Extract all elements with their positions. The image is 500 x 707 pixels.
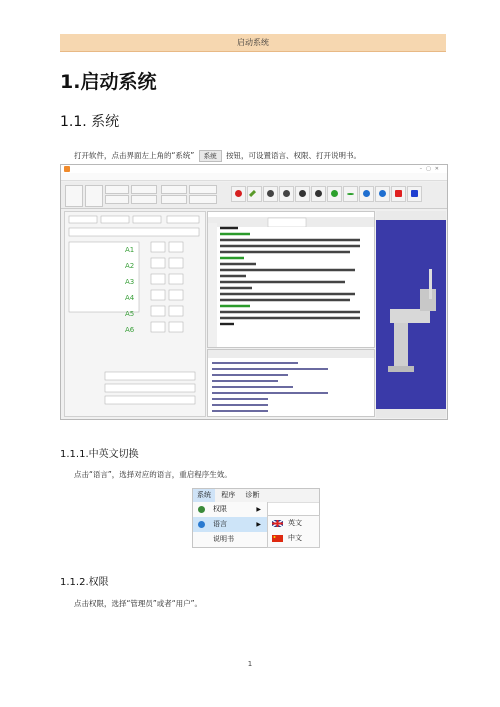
submenu-item-label: 中文	[288, 534, 302, 542]
robot-model-icon	[376, 211, 446, 411]
paragraph-system	[74, 150, 361, 162]
paragraph-permission: 点击权限，选择“管理员”或者“用户”。	[74, 599, 203, 608]
menu-program[interactable]: 程序	[221, 491, 236, 499]
app-statusbar	[376, 409, 446, 418]
stop-icon	[391, 186, 406, 202]
menu-item-label: 权限	[213, 505, 227, 513]
menu-item-manual[interactable]	[193, 532, 267, 547]
jog-panel	[64, 211, 206, 417]
system-dropdown	[193, 502, 268, 547]
header-title: 启动系统	[237, 38, 269, 47]
target-icon	[311, 186, 326, 202]
3d-view	[376, 211, 446, 415]
check-icon	[247, 186, 262, 202]
log-lines	[208, 350, 374, 416]
app-menubar	[61, 173, 447, 181]
stop-icon	[407, 186, 422, 202]
user-icon	[198, 506, 205, 513]
app-titlebar	[61, 165, 447, 173]
system-button-inline: 系统	[199, 150, 222, 162]
gear-icon	[279, 186, 294, 202]
app-logo-icon	[64, 166, 70, 172]
gear-icon	[263, 186, 278, 202]
svg-text:A1: A1	[125, 246, 135, 254]
menu-item-permission[interactable]	[193, 502, 267, 517]
menu-item-label: 说明书	[213, 535, 234, 543]
toolbar-small-button	[131, 185, 157, 194]
toolbar-select	[161, 185, 187, 194]
toolbar-small-button	[105, 195, 129, 204]
heading-2: 1.1. 系统	[60, 114, 120, 130]
toolbar-select	[189, 185, 217, 194]
svg-text:A6: A6	[125, 326, 135, 334]
chevron-right-icon: ▶	[256, 506, 261, 513]
menu-system[interactable]: 系统	[193, 489, 215, 502]
svg-text:A5: A5	[125, 310, 135, 318]
plus-icon	[327, 186, 342, 202]
software-screenshot	[60, 164, 448, 420]
menu-screenshot	[192, 488, 320, 548]
toolbar-small-button	[161, 195, 187, 204]
page-number: 1	[247, 660, 253, 668]
china-flag-icon	[272, 535, 283, 542]
window-controls-icon: –▢✕	[419, 166, 443, 172]
globe-icon	[198, 521, 205, 528]
jog-panel-graphic	[65, 212, 205, 416]
submenu-item-label: 英文	[288, 519, 302, 527]
minus-icon	[343, 186, 358, 202]
code-editor	[207, 211, 375, 348]
line-gutter	[208, 223, 217, 347]
heading-3-language: 1.1.1.中英文切换	[60, 449, 139, 460]
arrow-right-icon	[359, 186, 374, 202]
svg-text:A4: A4	[125, 294, 135, 302]
svg-text:A3: A3	[125, 278, 135, 286]
svg-text:A2: A2	[125, 262, 135, 270]
submenu-item-english[interactable]	[268, 516, 319, 531]
menu-diagnose[interactable]: 诊断	[245, 491, 260, 499]
toolbar-small-button	[105, 185, 129, 194]
toolbar-hand-icon	[85, 185, 103, 207]
toolbar-small-button	[131, 195, 157, 204]
submenu-item-chinese[interactable]	[268, 531, 319, 546]
log-panel	[207, 349, 375, 417]
uk-flag-icon	[272, 520, 283, 527]
menu-item-label: 语言	[213, 520, 227, 528]
play-icon	[375, 186, 390, 202]
chevron-right-icon: ▶	[256, 521, 261, 528]
paragraph-language: 点击“语言”，选择对应的语言，重启程序生效。	[74, 470, 232, 479]
heading-3-permission: 1.1.2.权限	[60, 577, 109, 588]
toolbar-small-button	[189, 195, 217, 204]
record-icon	[231, 186, 246, 202]
arrow-icon	[295, 186, 310, 202]
code-lines	[220, 226, 370, 341]
header-band	[60, 34, 446, 52]
app-toolbar	[61, 182, 447, 209]
para-text-before: 打开软件，点击界面左上角的“系统”	[74, 151, 195, 160]
menu-bar	[193, 489, 319, 503]
language-submenu	[267, 515, 320, 548]
heading-1: 1.启动系统	[60, 71, 157, 93]
menu-item-language[interactable]	[193, 517, 267, 532]
para-text-after: 按钮，可设置语言、权限、打开说明书。	[226, 151, 362, 160]
toolbar-save-icon	[65, 185, 83, 207]
